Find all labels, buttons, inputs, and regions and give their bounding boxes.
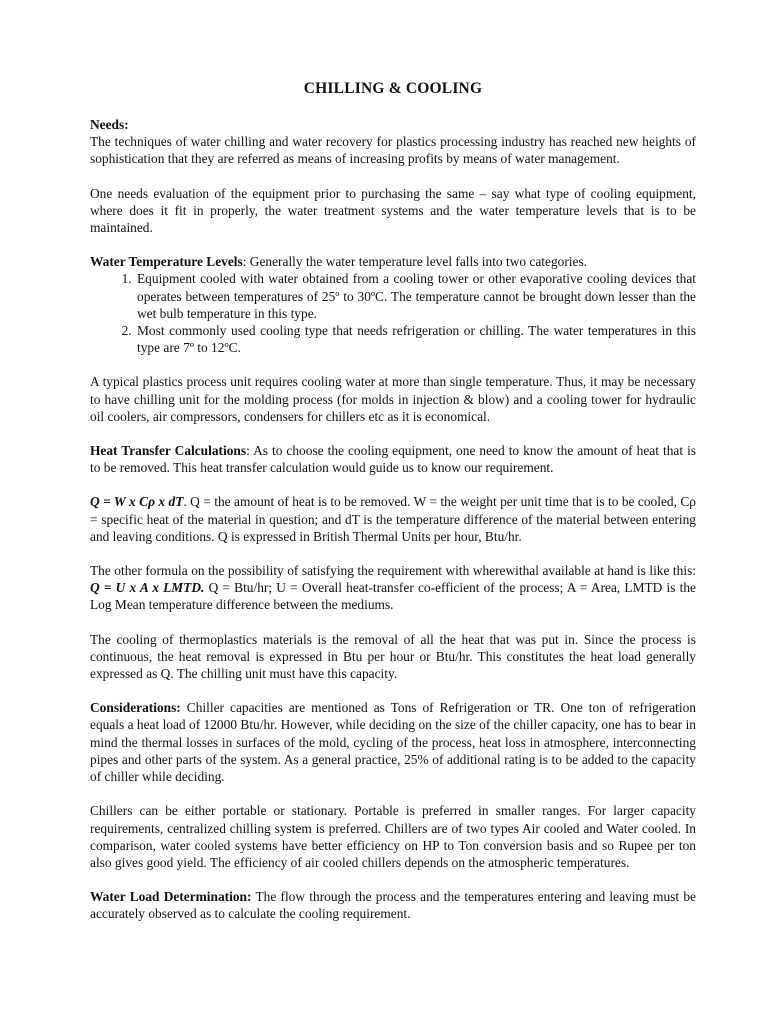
list-item: 2. Most commonly used cooling type that needs refrigeration or chilling. The water temperatures in this type are 7º to 12ºC.: [135, 322, 696, 356]
formula1-expression: Q = W x Cρ x dT: [90, 494, 184, 510]
chillers-paragraph: Chillers can be either portable or stationary. Portable is preferred in smaller ranges. For larger capacity requirements, centralized chilling system is preferred. Chillers are of two types Air cooled and Water cooled. In comparison, water cooled systems have better efficiency on HP to Ton conversion basis and so Rupee per ton also gives good yield. The efficiency of air cooled chillers depends on the atmospheric temperatures.: [90, 803, 696, 870]
formula2-paragraph: [90, 562, 696, 614]
heat-transfer-paragraph: [90, 442, 696, 476]
water-temp-paragraph: [90, 253, 696, 270]
considerations-text: Chiller capacities are mentioned as Tons of Refrigeration or TR. One ton of refrigeration equals a heat load of 12000 Btu/hr. However, while deciding on the size of the chiller capacity, one has to bear in mind the thermal losses in surfaces of the mold, cycling of the process, heat loss in atmosphere, interconnecting pipes and other parts of the system. As a general practice, 25% of additional rating is to be added to the capacity of chiller while deciding.: [90, 700, 696, 785]
formula2-before: The other formula on the possibility of satisfying the requirement with wherewithal available at hand is like this:: [90, 563, 696, 579]
water-temp-heading: Water Temperature Levels: [90, 254, 243, 270]
considerations-paragraph: [90, 699, 696, 785]
typical-unit-paragraph: A typical plastics process unit requires cooling water at more than single temperature. Thus, it may be necessary to have chilling unit for the molding process (for molds in injection & blow) and a cooling tower for hydraulic oil coolers, air compressors, condensers for chillers etc as it is economical.: [90, 374, 696, 424]
formula2-expression: Q = U x A x LMTD.: [90, 580, 205, 596]
water-load-paragraph: [90, 888, 696, 922]
water-temp-intro: : Generally the water temperature level falls into two categories.: [242, 254, 588, 270]
formula1-text: . Q = the amount of heat is to be removed. W = the weight per unit time that is to be cooled, Cρ = specific heat of the material in question; and dT is the temperature difference of the material between entering and leaving conditions. Q is expressed in British Thermal Units per hour, Btu/hr.: [90, 494, 696, 544]
needs-paragraph-2: One needs evaluation of the equipment prior to purchasing the same – say what type of cooling equipment, where does it fit in properly, the water treatment systems and the water temperature levels that is to be maintained.: [90, 185, 696, 236]
considerations-heading: Considerations:: [90, 700, 181, 716]
water-load-text: The flow through the process and the temperatures entering and leaving must be accurately observed as to calculate the cooling requirement.: [90, 889, 696, 922]
needs-paragraph-1: The techniques of water chilling and water recovery for plastics processing industry has reached new heights of sophistication that they are referred as means of increasing profits by means of water management.: [90, 134, 696, 167]
heat-transfer-heading: Heat Transfer Calculations: [90, 443, 247, 459]
needs-heading-line: [90, 116, 696, 133]
list-item: 1. Equipment cooled with water obtained from a cooling tower or other evaporative cooling devices that operates between temperatures of 25º to 30ºC. The temperature cannot be brought down lesser than the wet bulb temperature in this type.: [135, 270, 696, 322]
formula1-paragraph: [90, 493, 696, 545]
needs-heading: Needs:: [90, 117, 129, 132]
heat-transfer-text: : As to choose the cooling equipment, one need to know the amount of heat that is to be removed. This heat transfer calculation would guide us to know our requirement.: [90, 443, 696, 476]
thermoplastics-paragraph: The cooling of thermoplastics materials is the removal of all the heat that was put in. Since the process is continuous, the heat removal is expressed in Btu per hour or Btu/hr. This constitutes the heat load generally expressed as Q. The chilling unit must have this capacity.: [90, 631, 696, 682]
formula2-after: Q = Btu/hr; U = Overall heat-transfer co-efficient of the process; A = Area, LMTD is the Log Mean temperature difference between the mediums.: [90, 580, 696, 613]
water-load-heading: Water Load Determination:: [90, 889, 252, 905]
page-title: CHILLING & COOLING: [303, 80, 483, 97]
water-temp-list: [90, 270, 696, 356]
